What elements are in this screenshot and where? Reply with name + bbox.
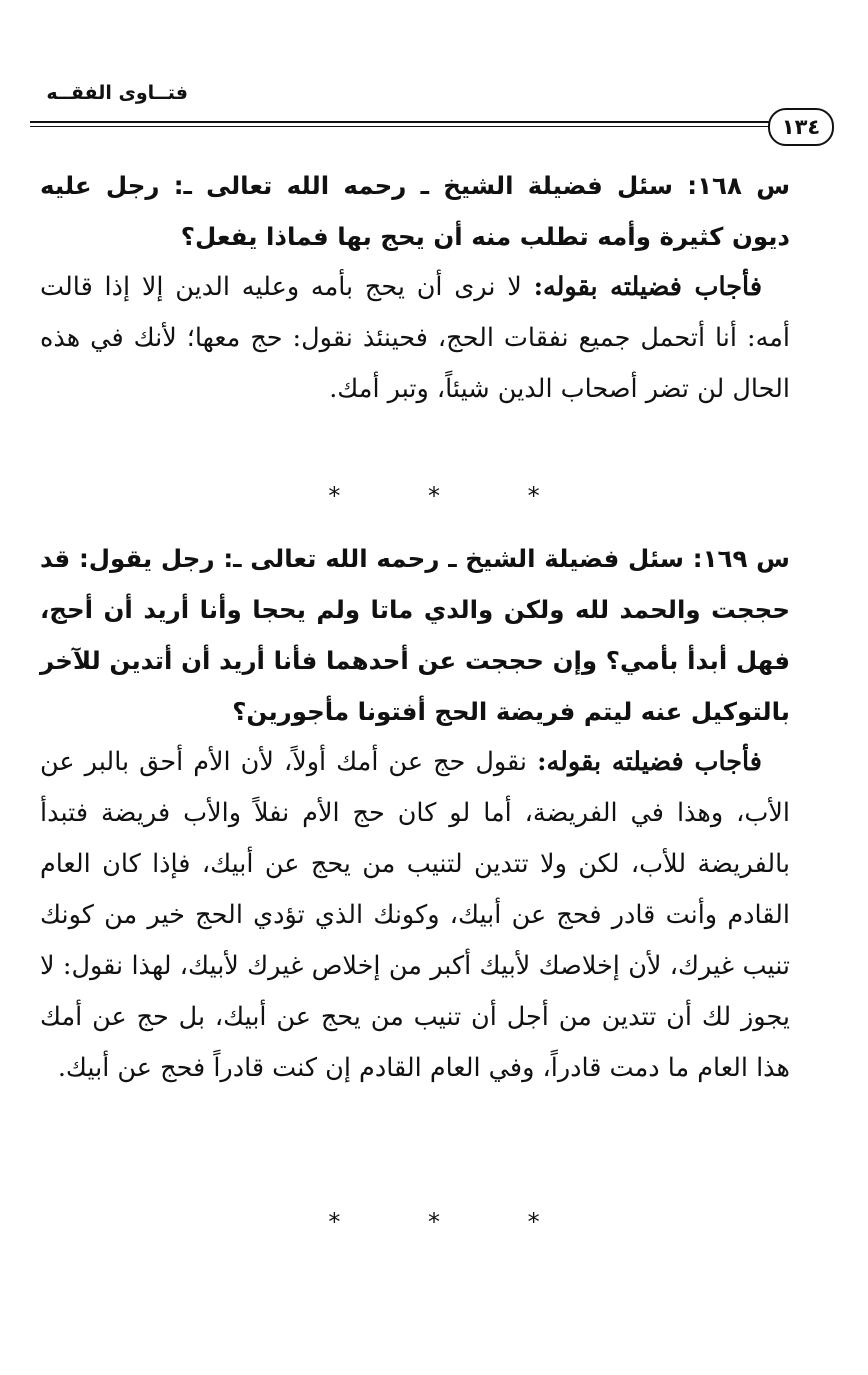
section-separator: * * * — [328, 1208, 580, 1236]
page-number-badge: ١٣٤ — [768, 108, 834, 146]
header-rule-thin — [30, 126, 772, 127]
header-rule — [30, 121, 772, 123]
answer-text: لا نرى أن يحج بأمه وعليه الدين إلا إذا قالت أمه: أنا أتحمل جميع نفقات الحج، فحينئذ نقول: حج معها؛ لأنك في هذه الحال لن تضر أصحاب الدين شيئاً، وتبر أمك. — [40, 272, 790, 404]
answer-lead: فأجاب فضيلته بقوله: — [533, 272, 763, 302]
question-number: س ١٦٩: — [692, 544, 790, 573]
running-title: فتــاوى الفقــه — [46, 82, 188, 104]
question-text: سئل فضيلة الشيخ ـ رحمه الله تعالى ـ: رجل يقول: قد حججت والحمد لله ولكن والدي ماتا ولم يحجا وأنا أريد أن أحج، فهل أبدأ بأمي؟ وإن حججت عن أحدهما فأنا أريد أن أتدين للآخر بالتوكيل عنه ليتم فريضة الحج أفتونا مأجورين؟ — [40, 544, 790, 726]
question-169 — [40, 533, 790, 737]
answer-text: نقول حج عن أمك أولاً، لأن الأم أحق بالبر عن الأب، وهذا في الفريضة، أما لو كان حج الأم نفلاً والأب فريضة فتبدأ بالفريضة للأب، لكن ولا تتدين لتنيب من يحج عن أبيك، فإذا كان العام القادم وأنت قادر فحج عن أبيك، وكونك الذي تؤدي الحج خير من كونك تنيب غيرك، لأن إخلاصك لأبيك أكبر من إخلاص غيرك لأبيك، لهذا نقول: لا يجوز لك أن تتدين من أجل أن تنيب من يحج عن أبيك، بل حج عن أمك هذا العام ما دمت قادراً، وفي العام القادم إن كنت قادراً فحج عن أبيك. — [40, 747, 790, 1083]
answer-lead: فأجاب فضيلته بقوله: — [537, 747, 762, 777]
section-separator: * * * — [328, 482, 580, 510]
answer-169 — [40, 737, 790, 1094]
answer-168 — [40, 262, 790, 415]
question-168 — [40, 160, 790, 262]
question-number: س ١٦٨: — [687, 171, 791, 200]
question-text: سئل فضيلة الشيخ ـ رحمه الله تعالى ـ: رجل عليه ديون كثيرة وأمه تطلب منه أن يحج بها فماذا يفعل؟ — [40, 171, 790, 251]
